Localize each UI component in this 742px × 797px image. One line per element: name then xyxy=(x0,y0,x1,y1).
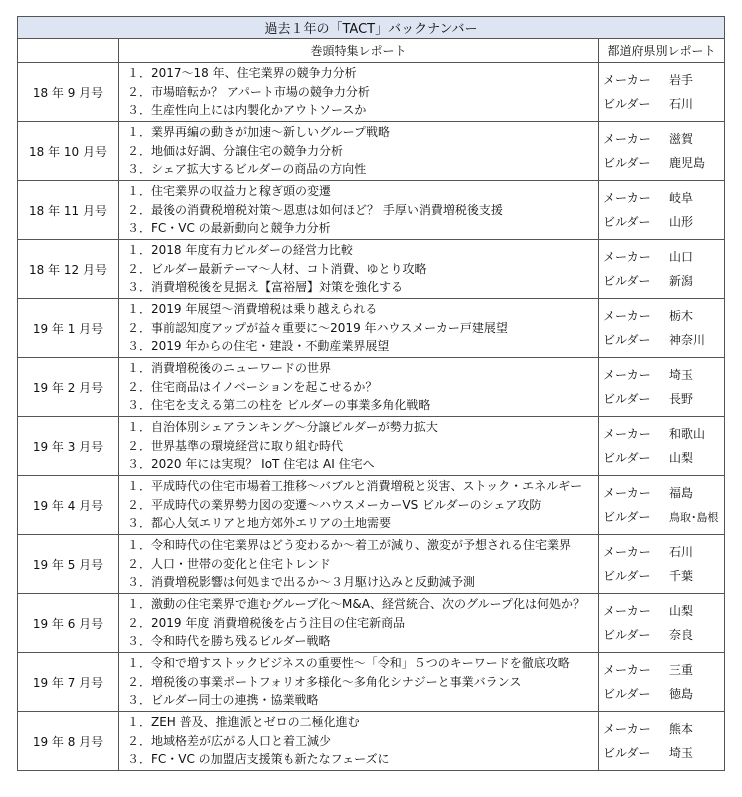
reports-cell xyxy=(119,122,599,181)
builder-prefecture: 埼玉 xyxy=(669,746,694,760)
report-item: １．業界再編の動きが加速～新しいグループ戦略 xyxy=(127,125,391,140)
report-item: ２．増税後の事業ポートフォリオ多様化～多角化シナジーと事業バランス xyxy=(127,674,522,689)
issue-cell: 19 年 4 月号 xyxy=(18,476,119,535)
maker-prefecture: 栃木 xyxy=(669,309,694,323)
builder-label: ビルダー xyxy=(603,156,651,170)
builder-label: ビルダー xyxy=(603,687,651,701)
report-item: ２．人口・世帯の変化と住宅トレンド xyxy=(127,556,331,571)
builder-prefecture: 徳島 xyxy=(669,687,694,701)
table-row xyxy=(18,712,725,771)
maker-line xyxy=(603,68,724,92)
maker-line xyxy=(603,422,724,446)
prefecture-cell xyxy=(599,476,725,535)
report-item: １．自治体別シェアランキング～分譲ビルダーが勢力拡大 xyxy=(127,420,438,435)
issue-cell: 19 年 2 月号 xyxy=(18,358,119,417)
report-item: ３．都心人気エリアと地方郊外エリアの土地需要 xyxy=(127,516,392,531)
reports-cell xyxy=(119,240,599,299)
report-item: ２．2019 年度 消費増税後を占う注目の住宅新商品 xyxy=(127,615,406,630)
maker-label: メーカー xyxy=(603,250,651,264)
maker-prefecture: 福島 xyxy=(669,486,694,500)
issue-cell: 18 年 12 月号 xyxy=(18,240,119,299)
builder-line xyxy=(603,564,724,588)
maker-line xyxy=(603,481,724,505)
builder-prefecture: 山梨 xyxy=(669,451,694,465)
prefecture-cell xyxy=(599,653,725,712)
report-item: ３．令和時代を勝ち残るビルダー戦略 xyxy=(127,634,331,649)
builder-prefecture: 石川 xyxy=(669,97,694,111)
header-reports: 巻頭特集レポート xyxy=(119,39,599,63)
table-row xyxy=(18,358,725,417)
builder-prefecture: 新潟 xyxy=(669,274,694,288)
backnumber-table-container xyxy=(17,16,724,771)
report-item: ３．2019 年からの住宅・建設・不動産業界展望 xyxy=(127,339,390,354)
builder-line xyxy=(603,623,724,647)
report-item: ３．シェア拡大するビルダーの商品の方向性 xyxy=(127,162,367,177)
maker-prefecture: 岩手 xyxy=(669,73,694,87)
report-item: １．2019 年展望～消費増税は乗り越えられる xyxy=(127,302,378,317)
issue-cell: 19 年 7 月号 xyxy=(18,653,119,712)
report-item: ２．地価は好調、分譲住宅の競争力分析 xyxy=(127,143,344,158)
builder-prefecture: 山形 xyxy=(669,215,694,229)
maker-line xyxy=(603,245,724,269)
report-item: １．消費増税後のニューワードの世界 xyxy=(127,361,332,376)
maker-line xyxy=(603,599,724,623)
builder-line xyxy=(603,741,724,765)
reports-cell xyxy=(119,712,599,771)
maker-line xyxy=(603,127,724,151)
report-item: ２．市場暗転か？ アパート市場の競争力分析 xyxy=(127,84,370,99)
issue-cell: 19 年 8 月号 xyxy=(18,712,119,771)
report-item: ３．消費増税影響は何処まで出るか～３月駆け込みと反動減予測 xyxy=(127,575,476,590)
builder-prefecture: 長野 xyxy=(669,392,694,406)
builder-line xyxy=(603,387,724,411)
table-row xyxy=(18,181,725,240)
report-item: １．2017～18 年、住宅業界の競争力分析 xyxy=(127,66,357,81)
table-row xyxy=(18,417,725,476)
header-prefecture: 都道府県別レポート xyxy=(599,39,725,63)
builder-label: ビルダー xyxy=(603,97,651,111)
report-item: ２．世界基準の環境経営に取り組む時代 xyxy=(127,438,344,453)
issue-cell: 18 年 10 月号 xyxy=(18,122,119,181)
prefecture-cell xyxy=(599,594,725,653)
maker-prefecture: 山口 xyxy=(669,250,694,264)
maker-label: メーカー xyxy=(603,486,651,500)
maker-label: メーカー xyxy=(603,309,651,323)
maker-prefecture: 熊本 xyxy=(669,722,694,736)
issue-cell: 19 年 1 月号 xyxy=(18,299,119,358)
maker-line xyxy=(603,540,724,564)
maker-label: メーカー xyxy=(603,604,651,618)
table-row xyxy=(18,240,725,299)
issue-cell: 18 年 11 月号 xyxy=(18,181,119,240)
reports-cell xyxy=(119,594,599,653)
issue-cell: 19 年 6 月号 xyxy=(18,594,119,653)
builder-label: ビルダー xyxy=(603,510,651,524)
reports-cell xyxy=(119,476,599,535)
maker-label: メーカー xyxy=(603,73,651,87)
builder-line xyxy=(603,210,724,234)
maker-label: メーカー xyxy=(603,191,651,205)
maker-label: メーカー xyxy=(603,663,651,677)
report-item: １．ZEH 普及、推進派とゼロの二極化進む xyxy=(127,715,360,730)
builder-label: ビルダー xyxy=(603,333,651,347)
backnumber-table xyxy=(17,16,725,771)
reports-cell xyxy=(119,63,599,122)
header-issue xyxy=(18,39,119,63)
report-item: ２．住宅商品はイノベーションを起こせるか？ xyxy=(127,379,378,394)
report-item: ３．消費増税後を見据え【富裕層】対策を強化する xyxy=(127,280,404,295)
issue-cell: 18 年 9 月号 xyxy=(18,63,119,122)
builder-label: ビルダー xyxy=(603,392,651,406)
report-item: ３．ビルダー同士の連携・協業戦略 xyxy=(127,693,319,708)
prefecture-cell xyxy=(599,122,725,181)
reports-cell xyxy=(119,299,599,358)
builder-line xyxy=(603,151,724,175)
builder-line xyxy=(603,505,724,529)
maker-prefecture: 石川 xyxy=(669,545,694,559)
report-item: ３．生産性向上には内製化かアウトソースか xyxy=(127,103,367,118)
report-item: ２．ビルダー最新テーマ～人材、コト消費、ゆとり攻略 xyxy=(127,261,427,276)
builder-label: ビルダー xyxy=(603,274,651,288)
builder-prefecture: 鹿児島 xyxy=(669,156,706,170)
table-row xyxy=(18,299,725,358)
maker-label: メーカー xyxy=(603,132,651,146)
table-row xyxy=(18,63,725,122)
maker-label: メーカー xyxy=(603,368,651,382)
maker-line xyxy=(603,658,724,682)
prefecture-cell xyxy=(599,535,725,594)
builder-prefecture: 奈良 xyxy=(669,628,694,642)
builder-prefecture: 神奈川 xyxy=(669,333,706,347)
builder-prefecture: 千葉 xyxy=(669,569,694,583)
report-item: ３．FC・VC の加盟店支援策も新たなフェーズに xyxy=(127,752,390,767)
report-item: １．平成時代の住宅市場着工推移～バブルと消費増税と災害、ストック・エネルギー xyxy=(127,479,583,494)
report-item: ２．地域格差が広がる人口と着工減少 xyxy=(127,733,332,748)
report-item: １．令和で増すストックビジネスの重要性～「令和」５つのキーワードを徹底攻略 xyxy=(127,656,570,671)
prefecture-cell xyxy=(599,181,725,240)
prefecture-cell xyxy=(599,712,725,771)
table-row xyxy=(18,535,725,594)
issue-cell: 19 年 5 月号 xyxy=(18,535,119,594)
builder-label: ビルダー xyxy=(603,569,651,583)
report-item: ３．住宅を支える第二の柱を ビルダーの事業多角化戦略 xyxy=(127,398,431,413)
builder-line xyxy=(603,682,724,706)
prefecture-cell xyxy=(599,240,725,299)
builder-label: ビルダー xyxy=(603,215,651,229)
report-item: ２．最後の消費税増税対策～恩恵は如何ほど？ 手厚い消費増税後支援 xyxy=(127,202,503,217)
maker-label: メーカー xyxy=(603,545,651,559)
maker-prefecture: 三重 xyxy=(669,663,694,677)
table-body xyxy=(18,63,725,771)
builder-line xyxy=(603,328,724,352)
maker-label: メーカー xyxy=(603,722,651,736)
builder-label: ビルダー xyxy=(603,451,651,465)
builder-line xyxy=(603,92,724,116)
builder-line xyxy=(603,446,724,470)
builder-label: ビルダー xyxy=(603,628,651,642)
issue-cell: 19 年 3 月号 xyxy=(18,417,119,476)
builder-line xyxy=(603,269,724,293)
report-item: ３．2020 年には実現？ IoT 住宅は AI 住宅へ xyxy=(127,457,375,472)
prefecture-cell xyxy=(599,299,725,358)
report-item: １．令和時代の住宅業界はどう変わるか～着工が減り、激変が予想される住宅業界 xyxy=(127,538,572,553)
table-title: 過去１年の「TACT」バックナンバー xyxy=(18,17,725,39)
report-item: １．2018 年度有力ビルダーの経営力比較 xyxy=(127,243,353,258)
maker-prefecture: 埼玉 xyxy=(669,368,694,382)
reports-cell xyxy=(119,535,599,594)
report-item: ２．事前認知度アップが益々重要に～2019 年ハウスメーカー戸建展望 xyxy=(127,320,508,335)
reports-cell xyxy=(119,653,599,712)
table-row xyxy=(18,476,725,535)
table-row xyxy=(18,653,725,712)
maker-prefecture: 和歌山 xyxy=(669,427,706,441)
builder-prefecture: 鳥取･島根 xyxy=(669,511,719,524)
prefecture-cell xyxy=(599,417,725,476)
prefecture-cell xyxy=(599,63,725,122)
reports-cell xyxy=(119,181,599,240)
maker-prefecture: 山梨 xyxy=(669,604,694,618)
builder-label: ビルダー xyxy=(603,746,651,760)
prefecture-cell xyxy=(599,358,725,417)
maker-line xyxy=(603,717,724,741)
maker-line xyxy=(603,363,724,387)
reports-cell xyxy=(119,358,599,417)
report-item: １．住宅業界の収益力と稼ぎ頭の変遷 xyxy=(127,184,332,199)
table-row xyxy=(18,594,725,653)
maker-label: メーカー xyxy=(603,427,651,441)
reports-cell xyxy=(119,417,599,476)
report-item: ３．FC・VC の最新動向と競争力分析 xyxy=(127,221,331,236)
maker-prefecture: 滋賀 xyxy=(669,132,694,146)
maker-prefecture: 岐阜 xyxy=(669,191,694,205)
table-row xyxy=(18,122,725,181)
report-item: １．激動の住宅業界で進むグループ化～M&A、経営統合、次のグループ化は何処か？ xyxy=(127,597,586,612)
report-item: ２．平成時代の業界勢力図の変遷～ハウスメーカーVS ビルダーのシェア攻防 xyxy=(127,497,542,512)
maker-line xyxy=(603,304,724,328)
maker-line xyxy=(603,186,724,210)
